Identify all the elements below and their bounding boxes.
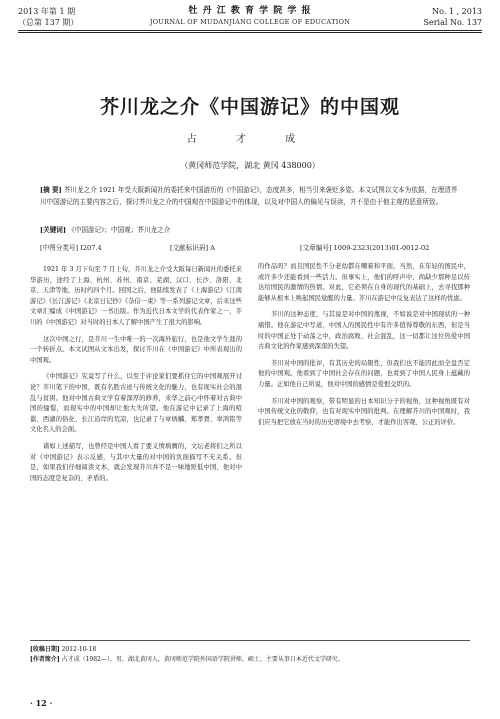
body-paragraph: 的作品吗？而且国民性不分老幼都在嘲着和平面，当然，在年轻的国民中，或许多少还能看到一些活力。但事实上，他们的呼声中，尚缺少那种足以传达给国民的激情的热情。对此，它必须在自身的现代的基础上，去寻找那种能够从根本上唤起国民觉醒的力量。芥川在游记中反复表达了这样的忧虑。 [258, 263, 470, 302]
journal-name-en: JOURNAL OF MUDANJIANG COLLEGE OF EDUCATION [149, 18, 351, 26]
serial-info [382, 6, 482, 28]
author-bio-text: 占才成（1982—），男，湖北黄冈人，黄冈师范学院外国语学院讲师，硕士，主要从事日本近代文学研究。 [61, 656, 344, 663]
right-column [258, 262, 470, 434]
article-title: 芥川龙之介《中国游记》的中国观 [99, 96, 400, 118]
body-paragraph: 《中国游记》究竟写了什么，以至于评论家们要抓住它的中国观展开讨论？芥川笔下的中国，既有名胜古迹与传统文化的魅力，也有现实社会的混乱与贫困。他对中国古典文学有着深厚的修养，来华之前心中怀着对古典中国的憧憬，而现实中的中国却让他大失所望。他在游记中记录了上海的喧嚣、西湖的俗化、长江沿岸的荒凉，也记录了与章炳麟、郑孝胥、辜鸿铭等文化名人的会面。 [30, 373, 242, 434]
author-bio [30, 655, 470, 665]
page-number: · 12 · [30, 698, 53, 708]
abstract [40, 184, 460, 208]
header-rule [18, 30, 482, 31]
abstract-text: 芥川龙之介 1921 年受大阪新闻社的委托来中国游历的《中国游记》，态度甚多，相当引来褒贬多姿。本文试图以文本为依据，在理清芥川中国游记的主要内容之后，探讨芥川龙之介的中国观在中国游记中的体现，以及对中国人的偏见与误读，并不是由于他主观的恶意所致。 [40, 186, 458, 206]
running-header [18, 6, 482, 46]
body-paragraph: 诸如上述描写，也曾经是中国人看了要义愤填膺的，文坛老将们之所以对《中国游记》表示反感，与其中大量的对中国的负面描写不无关系。但是，如果我们仔细阅读文本，就会发现芥川并不是一味地贬低中国，他对中国的态度是复杂的、矛盾的。 [30, 442, 242, 482]
journal-name [118, 6, 382, 28]
keywords-label: [关键词] [40, 226, 67, 234]
left-column [30, 265, 242, 490]
author-bio-label: [作者简介] [30, 656, 60, 663]
footnote [30, 645, 470, 665]
body-paragraph: 芥川对中国的观察，带有明显的日本知识分子的视角，这种视角既有对中国传统文化的敬仰，也有对现实中国的批判。在理解芥川的中国观时，我们应当把它放在当时的历史语境中去考察，才能作出客观、公正的评价。 [258, 397, 470, 426]
header-rule-double [18, 32, 482, 33]
issue-year: 2013 年第 1 期 [18, 7, 76, 16]
footnote-rule [30, 640, 470, 641]
issue-number: No. 1 , 2013 [432, 7, 482, 16]
received-value: 2012-10-18 [61, 646, 97, 653]
issue-total: （总第 137 期） [18, 18, 79, 27]
document-code: [文献标识码] A [170, 244, 215, 252]
clc-number: [中图分类号] I207.4 [40, 244, 102, 252]
body-paragraph: 芥川对中国的批评，有其历史的局限性，但我们也不能因此而全盘否定他的中国观。他看到了中国社会存在的问题，也看到了中国人民身上蕴藏的力量。正如他自己所说，他对中国的感情是爱恨交织的。 [258, 359, 470, 388]
keywords [40, 224, 460, 234]
abstract-label: [摘 要] [40, 186, 62, 194]
received-label: [收稿日期] [30, 646, 60, 653]
body-paragraph: 芥川的这种态度，与其说是对中国的蔑视，不如说是对中国现状的一种痛惜。他在游记中写道，中国人的国民性中有许多值得尊敬的东西，但是当时的中国正处于动荡之中，政治腐败、社会混乱，这一切都让这位热爱中国古典文化的作家感到深深的失望。 [258, 311, 470, 351]
received-date [30, 645, 470, 655]
keywords-text: 《中国游记》；中国观；芥川龙之介 [68, 226, 171, 234]
classification-row [40, 242, 460, 252]
author-affiliation: （黄冈师范学院，湖北 黄冈 438000） [180, 161, 320, 170]
article-author: 占 才 成 [186, 134, 314, 145]
article-number: [文章编号] 1009-2323(2013)01-0012-02 [300, 244, 430, 252]
serial-number: Serial No. 137 [423, 18, 482, 27]
body-paragraph: 这次中国之行，是芥川一生中唯一的一次海外旅行，也是他文学生涯的一个转折点。本文试图从文本出发，探讨芥川在《中国游记》中所表现出的中国观。 [30, 335, 242, 364]
journal-name-cn: 牡 丹 江 教 育 学 院 学 报 [188, 6, 312, 16]
issue-info [18, 6, 118, 28]
body-paragraph: 1921 年 3 月下旬至 7 月上旬，芥川龙之介受大阪每日新闻社的委托来华游历，途经了上海、杭州、苏州、南京、芜湖、汉口、长沙、洛阳、北京、天津等地，历时约四个月。回国之后，他陆续发表了《上海游记》《江南游记》《长江游记》《北京日记抄》《杂信一束》等一系列游记文章，后来这些文章汇编成《中国游记》一书出版。作为近代日本文学的代表作家之一，芥川的《中国游记》对当时的日本人了解中国产生了很大的影响。 [30, 266, 242, 326]
